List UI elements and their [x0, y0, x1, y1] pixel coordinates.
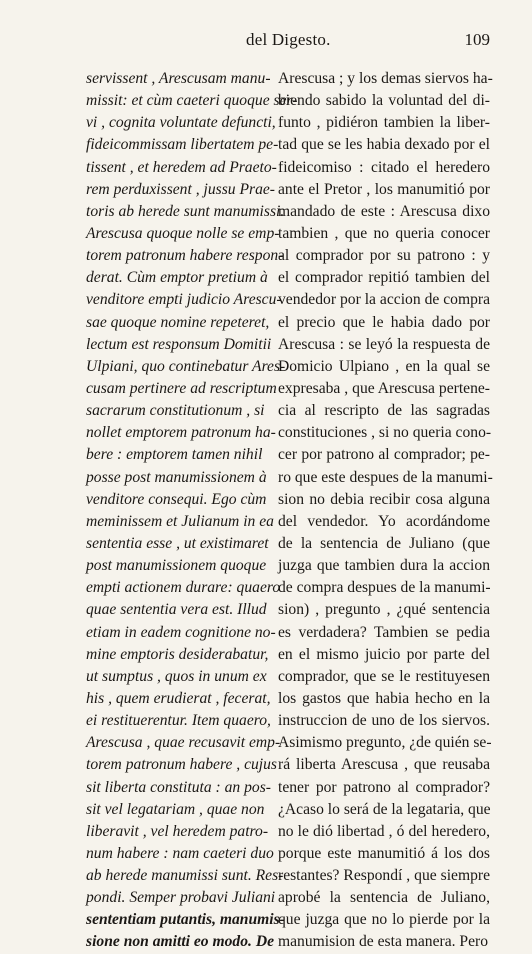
text-line: missit: et cùm caeteri quoque ser-	[86, 92, 298, 110]
text-line: sion no debia recibir cosa alguna	[278, 490, 490, 508]
text-line: ab herede manumissi sunt. Res-	[86, 867, 284, 885]
text-line: sione non amitti eo modo. De	[86, 933, 275, 951]
text-line: servissent , Arescusam manu-	[86, 70, 271, 87]
text-line: etiam in eadem cognitione no-	[86, 623, 276, 641]
page-header	[86, 30, 490, 54]
text-line: Arescusa : se leyó la respuesta de	[278, 335, 490, 353]
text-line: constituciones , si no queria cono-	[278, 424, 492, 442]
spanish-text-column	[278, 68, 493, 954]
text-line: aprobé la sentencia de Juliano,	[278, 889, 490, 907]
text-line: empti actionem durare: quaero	[86, 579, 281, 597]
text-line: biendo sabido la voluntad del di-	[278, 92, 490, 110]
text-line: torem patronum habere respon-	[86, 247, 284, 265]
text-line: ro que este despues de la manumi-	[278, 468, 493, 486]
text-line: posse post manumissionem à	[86, 468, 267, 486]
text-line: tad que se les habia dexado por el	[278, 136, 490, 154]
text-line: Domicio Ulpiano , en la qual se	[278, 357, 490, 375]
text-line: lectum est responsum Domitii	[86, 335, 272, 353]
text-line: sion) , pregunto , ¿qué sentencia	[278, 601, 490, 619]
text-line: cer por patrono al comprador; pe-	[278, 446, 490, 464]
text-line: Ulpiani, quo continebatur Ares-	[86, 357, 286, 375]
text-line: vendedor por la accion de compra	[278, 291, 490, 309]
text-line: restantes? Respondí , que siempre	[278, 867, 490, 885]
text-line: sententiam putantis, manumis-	[86, 911, 285, 929]
running-title: del Digesto.	[246, 30, 331, 49]
text-line: rem perduxissent , jussu Prae-	[86, 180, 275, 198]
text-line: tissent , et heredem ad Praeto-	[86, 158, 277, 176]
text-line: sententia esse , ut existimaret	[86, 534, 269, 552]
text-line: juzga que tambien dura la accion	[278, 557, 490, 575]
text-line: Arescusa quoque nolle se emp-	[86, 224, 280, 242]
text-line: ¿Acaso lo será de la legataria, que	[278, 800, 491, 818]
text-line: mandado de este : Arescusa dixo	[278, 202, 490, 220]
text-line: num habere : nam caeteri duo	[86, 844, 274, 862]
text-line: nollet emptorem patronum ha-	[86, 424, 276, 442]
text-line: tambien , que no queria conocer	[278, 224, 490, 242]
text-line: funto , pidiéron tambien la liber-	[278, 114, 490, 132]
text-line: his , quem erudierat , fecerat,	[86, 689, 271, 707]
text-line: tener por patrono al comprador?	[278, 778, 490, 796]
text-line: del vendedor. Yo acordándome	[278, 512, 490, 530]
text-line: cia al rescripto de las sagradas	[278, 402, 490, 420]
text-line: de compra despues de la manumi-	[278, 579, 491, 597]
text-line: venditore empti judicio Arescu-	[86, 291, 282, 309]
text-line: derat. Cùm emptor pretium à	[86, 269, 268, 287]
text-line: ante el Pretor , los manumitió por	[278, 180, 490, 198]
text-line: Arescusa , quae recusavit emp-	[86, 734, 281, 752]
text-line: toris ab herede sunt manumissi.	[86, 202, 285, 220]
text-line: al comprador por su patrono : y	[278, 247, 490, 265]
text-line: Arescusa ; y los demas siervos ha-	[278, 70, 493, 87]
text-line: en el mismo juicio por parte del	[278, 645, 490, 663]
text-line: Asimismo pregunto, ¿de quién se-	[278, 734, 492, 752]
text-line: el comprador repitió tambien del	[278, 269, 490, 287]
text-line: sit liberta constituta : an pos-	[86, 778, 271, 796]
text-line: sae quoque nomine repeteret,	[86, 313, 270, 331]
text-line: no le dió libertad , ó del heredero,	[278, 822, 490, 840]
text-line: fideicommissam libertatem pe-	[86, 136, 279, 154]
text-line: de la sentencia de Juliano (que	[278, 534, 490, 552]
text-line: vi , cognita voluntate defuncti,	[86, 114, 276, 132]
text-line: instruccion de uno de los siervos.	[278, 712, 490, 730]
text-line: cusam pertinere ad rescriptum	[86, 379, 277, 397]
text-line: bere : emptorem tamen nihil	[86, 446, 263, 464]
text-line: rá liberta Arescusa , que reusaba	[278, 756, 490, 774]
text-line: que juzga que no lo pierde por la	[278, 911, 490, 929]
text-line: sit vel legatariam , quae non	[86, 800, 265, 818]
text-line: meminissem et Julianum in ea	[86, 512, 274, 530]
text-line: expresaba , que Arescusa pertene-	[278, 379, 490, 397]
text-line: es verdadera? Tambien se pedia	[278, 623, 490, 641]
latin-text-column	[86, 68, 298, 954]
text-line: quae sententia vera est. Illud	[86, 601, 267, 619]
page-number: 109	[464, 30, 490, 49]
text-line: manumision de esta manera. Pero	[278, 933, 489, 951]
text-line: fideicomiso : citado el heredero	[278, 158, 490, 176]
text-line: post manumissionem quoque	[86, 557, 267, 575]
text-line: mine emptoris desiderabatur,	[86, 645, 269, 663]
text-line: liberavit , vel heredem patro-	[86, 822, 269, 840]
text-line: pondi. Semper probavi Juliani	[86, 889, 276, 907]
text-line: los gastos que habia hecho en la	[278, 689, 490, 707]
text-line: torem patronum habere , cujus	[86, 756, 277, 774]
text-line: ut sumptus , quos in unum ex	[86, 667, 267, 685]
text-line: ei restituerentur. Item quaero,	[86, 712, 271, 730]
text-line: venditore consequi. Ego cùm	[86, 490, 267, 508]
text-line: comprador, que se le restituyesen	[278, 667, 490, 685]
text-line: porque este manumitió á los dos	[278, 844, 490, 862]
text-line: sacrarum constitutionum , si	[86, 402, 265, 420]
text-line: el precio que le habia dado por	[278, 313, 490, 331]
